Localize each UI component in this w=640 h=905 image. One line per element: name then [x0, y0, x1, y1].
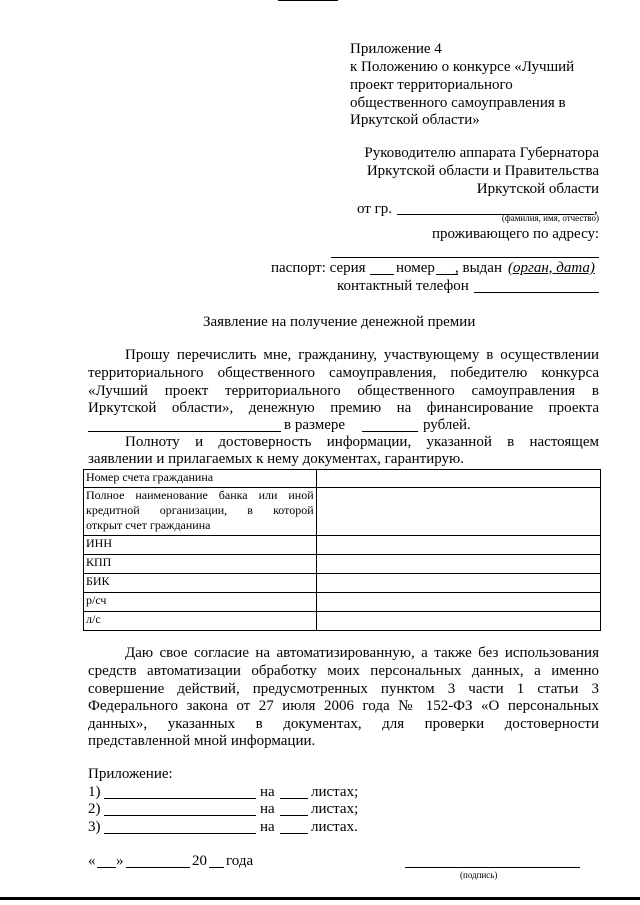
request-line: Иркутской области», денежную премию на финансирование проекта [88, 400, 599, 416]
attachment-number: 2) [88, 801, 101, 817]
row-value [316, 574, 600, 593]
table-row [84, 488, 601, 536]
appendix-line: общественного самоуправления в [350, 95, 566, 111]
row-value [316, 593, 600, 612]
top-edge-mark [278, 0, 338, 1]
table-row [84, 470, 601, 488]
label-line: открыт счет гражданина [86, 518, 211, 532]
row-value [316, 470, 600, 488]
appendix-line: к Положению о конкурсе «Лучший [350, 59, 575, 75]
label-line: кредитной организации, в которой [86, 503, 314, 517]
table-row [84, 536, 601, 555]
request-line: территориального общественного самоуправления, победителю конкурса [88, 365, 599, 381]
addressee-line: Иркутской области [476, 181, 599, 197]
row-label: БИК [84, 574, 317, 593]
attachment-sheets-label: листах; [311, 801, 359, 817]
month-field-line [126, 867, 190, 868]
addressee-line: Иркутской области и Правительства [366, 163, 599, 179]
row-value [316, 488, 600, 536]
addressee-line: Руководителю аппарата Губернатора [364, 145, 599, 161]
request-line: «Лучший проект территориального общественного самоуправления в [88, 383, 599, 399]
row-label: л/с [84, 612, 317, 631]
year-prefix: 20 [192, 853, 207, 869]
amount-field-line [362, 431, 418, 432]
attachment-sheets-line [280, 798, 308, 799]
attachment-sheets-label: листах. [311, 819, 358, 835]
row-value [316, 612, 600, 631]
row-value [316, 555, 600, 574]
label-line: Полное наименование банка или иной [86, 488, 314, 502]
attachment-sheets-line [280, 815, 308, 816]
bank-details-table [83, 469, 601, 631]
attachment-number: 3) [88, 819, 101, 835]
consent-line: представленной мной информации. [88, 733, 316, 749]
project-name-line [88, 431, 281, 432]
row-label: ИНН [84, 536, 317, 555]
passport-series-label: паспорт: серия [271, 260, 366, 276]
guarantee-line: заявлении и прилагаемых к нему документах, гарантирую. [88, 451, 464, 467]
date-open-quote: « [88, 853, 96, 869]
year-field-line [209, 867, 224, 868]
attachments-label: Приложение: [88, 766, 173, 782]
page-bottom-edge [0, 897, 640, 900]
row-label: р/сч [84, 593, 317, 612]
guarantee-line: Полноту и достоверность информации, указанной в настоящем [125, 434, 599, 450]
appendix-line: Иркутской области» [350, 112, 480, 128]
attachment-sheets-line [280, 833, 308, 834]
attachment-name-line [104, 815, 256, 816]
from-comma: , [594, 201, 598, 217]
consent-line: совершение действий, предусмотренных пунктом 3 части 1 статьи 3 [88, 681, 599, 697]
consent-line: Даю свое согласие на автоматизированную, а также без использования [125, 645, 599, 661]
attachment-name-line [104, 798, 256, 799]
phone-field-line [474, 292, 599, 293]
passport-issued-hint: (орган, дата) [508, 260, 595, 276]
row-label: Номер счета гражданина [84, 470, 317, 488]
attachment-on-label: на [260, 801, 275, 817]
consent-line: средств автоматизации обработку моих персональных данных, а именно [88, 663, 599, 679]
appendix-number: Приложение 4 [350, 41, 442, 57]
attachment-sheets-label: листах; [311, 784, 359, 800]
attachment-on-label: на [260, 819, 275, 835]
currency-label: рублей. [423, 417, 471, 433]
table-row [84, 612, 601, 631]
appendix-line: проект территориального [350, 77, 513, 93]
document-title: Заявление на получение денежной премии [203, 314, 476, 330]
consent-line: Федерального закона от 27 июля 2006 года № 152-ФЗ «О персональных [88, 698, 599, 714]
passport-series-line [370, 274, 394, 275]
request-line: Прошу перечислить мне, гражданину, участвующему в осуществлении [125, 347, 599, 363]
passport-issued-label: , выдан [455, 260, 502, 276]
attachment-name-line [104, 833, 256, 834]
day-field-line [97, 867, 116, 868]
consent-line: данных», указанных в документах, для проверки достоверности [88, 716, 599, 732]
row-label [84, 488, 317, 536]
passport-number-label: номер [396, 260, 435, 276]
table-row [84, 555, 601, 574]
address-label: проживающего по адресу: [431, 226, 599, 242]
from-label: от гр. [357, 201, 393, 217]
address-field-line [331, 257, 599, 258]
row-label: КПП [84, 555, 317, 574]
table-row [84, 593, 601, 612]
attachment-number: 1) [88, 784, 101, 800]
name-hint: (фамилия, имя, отчество) [501, 213, 599, 223]
amount-label: в размере [284, 417, 346, 433]
signature-line [405, 867, 580, 868]
row-value [316, 536, 600, 555]
attachment-on-label: на [260, 784, 275, 800]
signature-hint: (подпись) [460, 870, 498, 880]
table-row [84, 574, 601, 593]
date-close-quote: » [116, 853, 124, 869]
phone-label: контактный телефон [337, 278, 469, 294]
year-suffix: года [226, 853, 254, 869]
